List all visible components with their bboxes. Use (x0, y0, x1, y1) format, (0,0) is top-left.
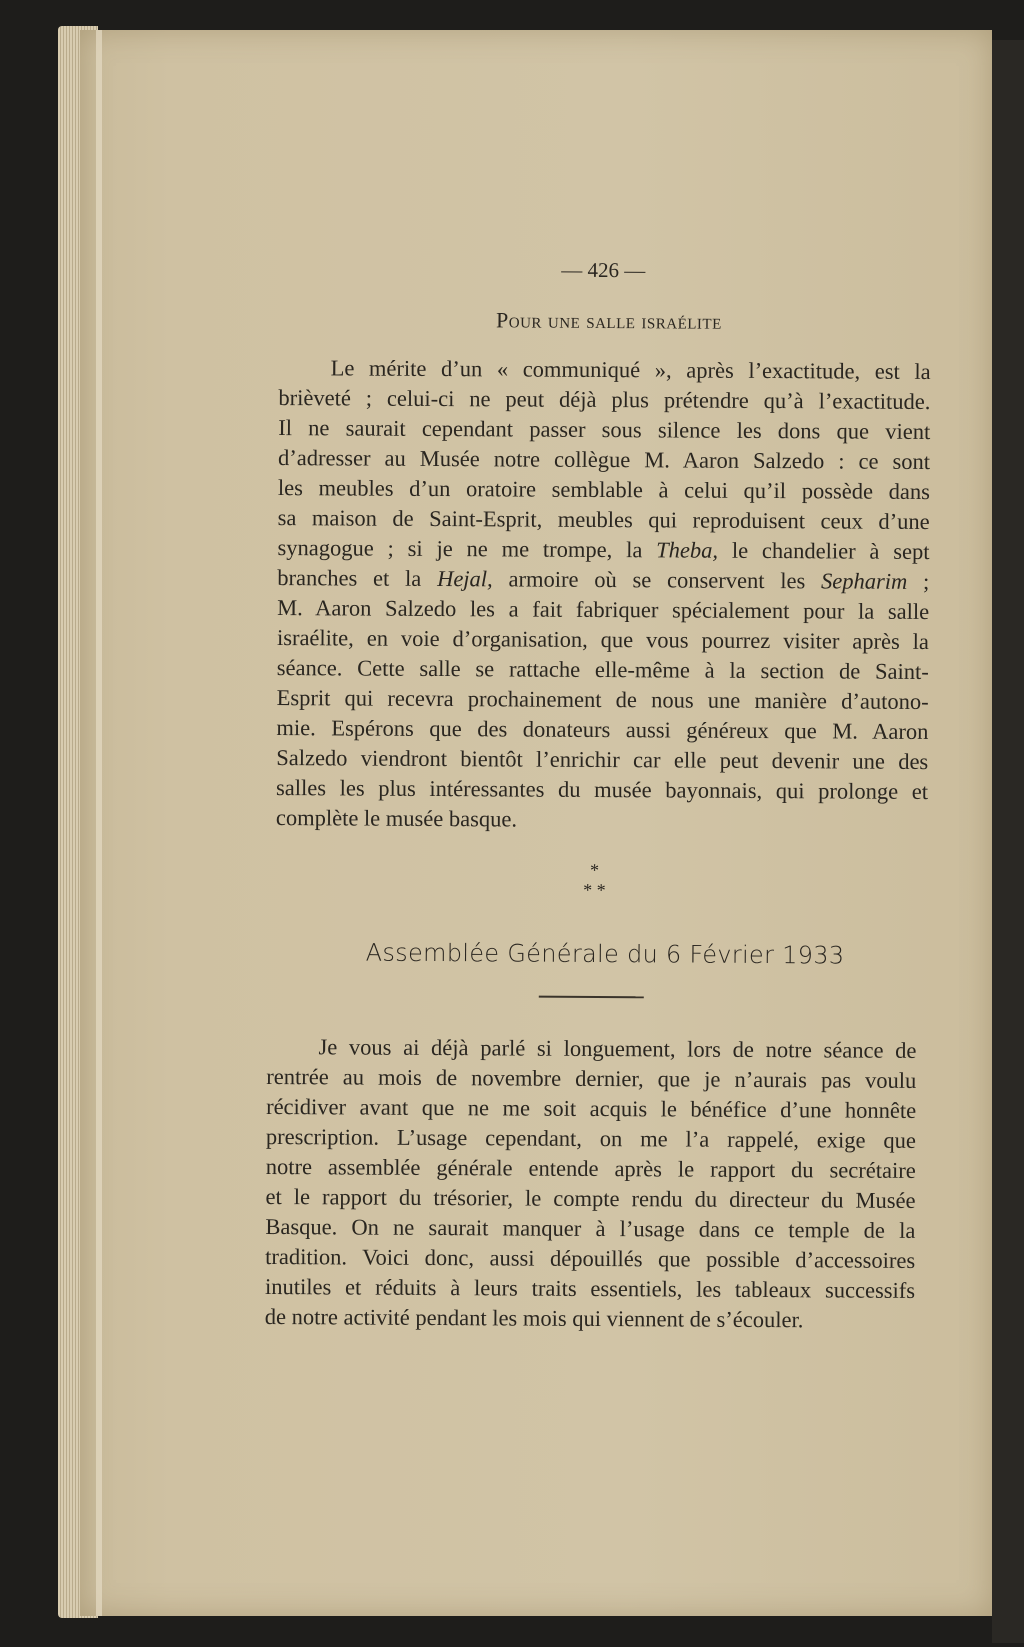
italic-term: Sepharim (820, 568, 908, 594)
text-line (265, 1242, 915, 1276)
text-segment: inutiles et réduits à leurs traits essentiels, les tableaux successifs (264, 1273, 916, 1303)
text-line (266, 1092, 916, 1126)
text-line (278, 503, 930, 537)
text-line (266, 1032, 916, 1066)
text-segment: Le mérite d’un « communiqué », après l’exactitude, est la (330, 355, 931, 385)
text-line (265, 1212, 915, 1246)
text-line (266, 1062, 916, 1096)
text-segment: et le rapport du trésorier, le compte rendu du directeur du Musée (265, 1183, 916, 1213)
text-segment: notre assemblée générale entende après le rapport du secrétaire (265, 1153, 916, 1183)
text-segment: branches et la (277, 565, 438, 592)
paragraph-2 (265, 1032, 917, 1336)
text-line (277, 533, 929, 567)
text-line (265, 1272, 915, 1306)
page-number: — 426 — (561, 257, 646, 283)
text-line (266, 1122, 916, 1156)
text-segment: complète le musée basque. (275, 805, 518, 832)
text-line (277, 623, 929, 657)
text-line (276, 743, 928, 777)
text-segment: sa maison de Saint-Esprit, meubles qui reproduisent ceux d’une (277, 505, 930, 535)
text-segment: de notre activité pendant les mois qui viennent de s’écouler. (264, 1303, 804, 1333)
section-title: Pour une salle israélite (495, 307, 722, 334)
divider (539, 996, 644, 999)
text-line (278, 473, 930, 507)
text-segment: les meubles d’un oratoire semblable à celui qu’il possède dans (277, 475, 930, 505)
text-line (266, 1152, 916, 1186)
text-segment: brièveté ; celui-ci ne peut déjà plus prétendre qu’à l’exactitude. (278, 385, 931, 415)
italic-term: Hejal, (437, 566, 493, 592)
text-line (278, 413, 930, 447)
italic-term: Theba, (656, 537, 719, 563)
section-heading: Assemblée Générale du 6 Février 1933 (365, 938, 845, 970)
text-segment: prescription. L’usage cependant, on me l’a rappelé, exige que (265, 1123, 917, 1153)
text-segment: Esprit qui recevra prochainement de nous une manière d’autono- (276, 685, 929, 715)
text-line (279, 353, 931, 387)
text-segment: Il ne saurait cependant passer sous silence les dons que vient (278, 415, 931, 445)
text-segment: rentrée au mois de novembre dernier, que je n’aurais pas voulu (266, 1063, 917, 1093)
text-segment: mie. Espérons que des donateurs aussi généreux que M. Aaron (276, 715, 929, 745)
text-line (265, 1302, 915, 1336)
text-segment: M. Aaron Salzedo les a fait fabriquer spécialement pour la salle (277, 595, 930, 625)
text-line (265, 1182, 915, 1216)
text-line (278, 443, 930, 477)
text-line (276, 773, 928, 807)
text-segment: synagogue ; si je ne me trompe, la (277, 535, 657, 563)
text-line (276, 713, 928, 747)
text-segment: salles les plus intéressantes du musée bayonnais, qui prolonge et (275, 775, 929, 805)
text-segment: Basque. On ne saurait manquer à l’usage dans ce temple de la (265, 1213, 916, 1243)
text-line (277, 683, 929, 717)
text-segment: tradition. Voici donc, aussi dépouillés que possible d’accessoires (265, 1243, 916, 1273)
paragraph-1 (276, 353, 931, 837)
text-line (276, 803, 928, 837)
text-line (277, 593, 929, 627)
text-segment: le chandelier à sept (717, 537, 930, 565)
text-segment: récidiver avant que ne me soit acquis le bénéfice d’une honnête (266, 1093, 917, 1123)
text-line (277, 563, 929, 597)
text-segment: armoire où se conservent les (492, 566, 822, 594)
text-segment: israélite, en voie d’organisation, que vous pourrez visiter après la (276, 625, 930, 655)
asterism: * * * (583, 859, 606, 901)
text-segment: séance. Cette salle se rattache elle-même à la section de Saint- (276, 655, 929, 685)
text-segment: ; (907, 568, 930, 595)
text-line (277, 653, 929, 687)
text-segment: Je vous ai déjà parlé si longuement, lors de notre séance de (318, 1034, 917, 1063)
text-segment: Salzedo viendront bientôt l’enrichir car elle peut devenir une des (276, 745, 929, 775)
text-line (278, 383, 930, 417)
text-segment: d’adresser au Musée notre collègue M. Aaron Salzedo : ce sont (278, 445, 931, 475)
